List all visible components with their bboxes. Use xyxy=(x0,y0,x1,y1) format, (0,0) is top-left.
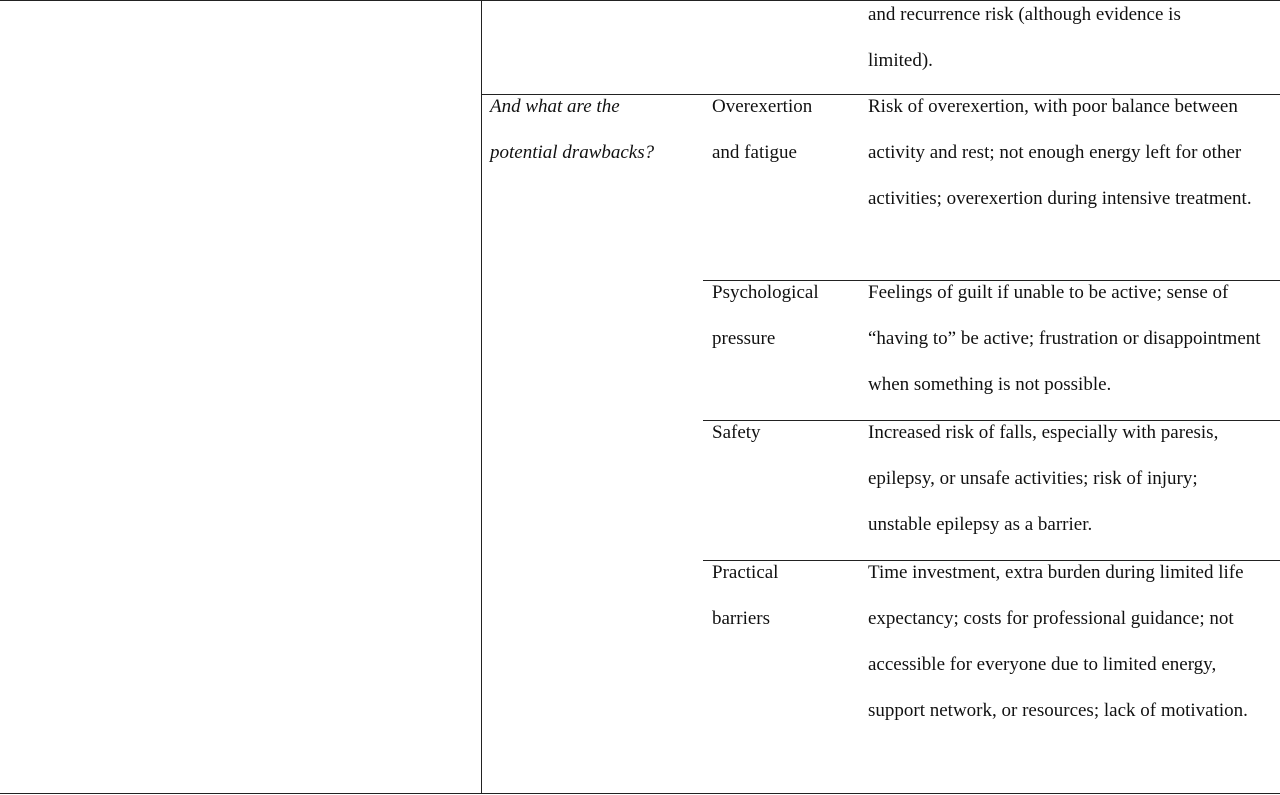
description-cell: Time investment, extra burden during limited life expectancy; costs for professional guidance; not accessible for everyone due to limited energy, support network, or resources; lack of motivation. xyxy=(868,562,1248,721)
theme-cell: Overexertion and fatigue xyxy=(712,96,813,163)
theme-cell: Safety xyxy=(712,422,761,443)
theme-cell: Practical barriers xyxy=(712,562,779,629)
column-divider xyxy=(481,0,482,794)
table-bottom-border xyxy=(0,793,1280,794)
description-cell: Increased risk of falls, especially with paresis, epilepsy, or unsafe activities; risk of injury; unstable epilepsy as a barrier. xyxy=(868,422,1219,535)
theme-cell: Psychological pressure xyxy=(712,282,819,349)
question-cell: And what are the potential drawbacks? xyxy=(490,96,655,163)
description-cell: Risk of overexertion, with poor balance between activity and rest; not enough energy left for other activities; overexertion during intensive treatment. xyxy=(868,96,1252,209)
continuation-cell-text: and recurrence risk (although evidence is limited). xyxy=(868,4,1181,71)
description-cell: Feelings of guilt if unable to be active; sense of “having to” be active; frustration or disappointment when something is not possible. xyxy=(868,282,1261,395)
